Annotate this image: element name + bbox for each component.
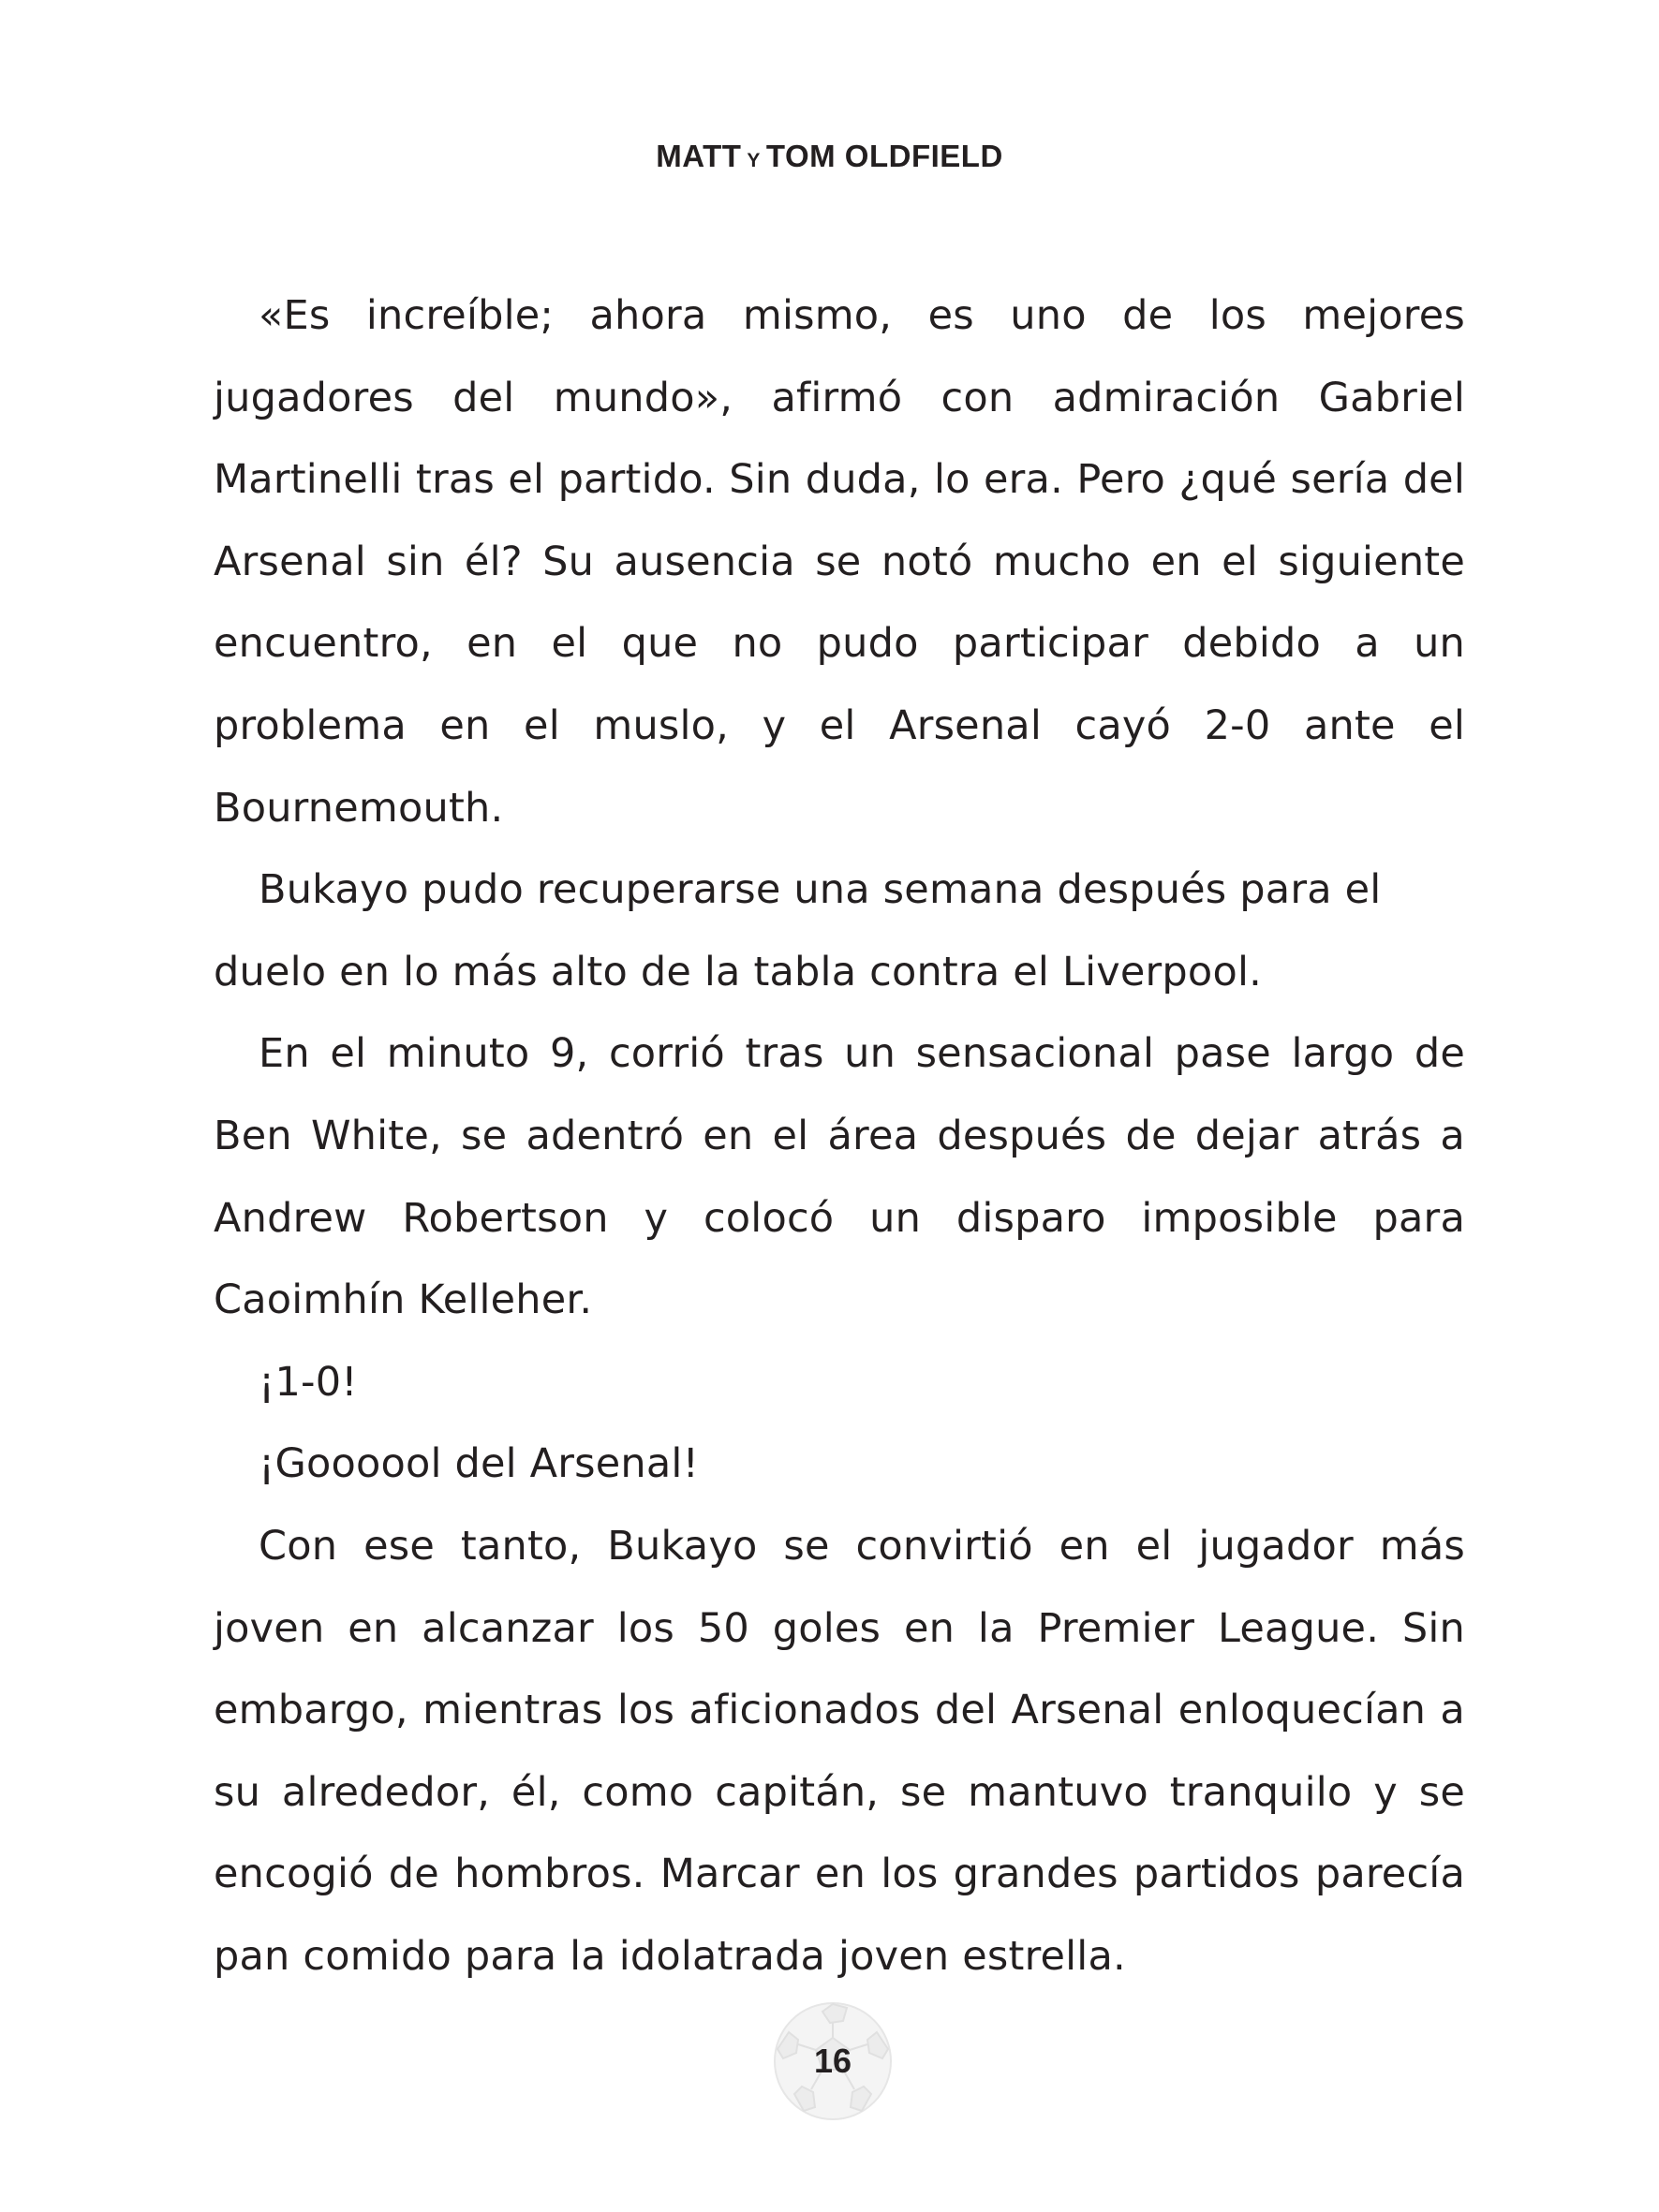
paragraph: Con ese tanto, Bukayo se convirtió en el jugador más joven en alcanzar los 50 goles en la Premier League. Sin embargo, mientras los aficionados del Arsenal enloquecían a su alrededor, él, como capitán, se mantuvo tranquilo y se encogió de hombros. Marcar en los grandes partidos parecía pan comido para la idolatrada joven estrella. [214,1522,1465,1980]
paragraph: «Es increíble; ahora mismo, es uno de los mejores jugadores del mundo», afirmó con admiración Gabriel Martinelli tras el partido. Sin duda, lo era. Pero ¿qué sería del Arsenal sin él? Su ausencia se notó mucho en el siguiente encuentro, en el que no pudo participar debido a un problema en el muslo, y el Arsenal cayó 2-0 ante el Bournemouth. [214,292,1465,832]
paragraph: En el minuto 9, corrió tras un sensacional pase largo de Ben White, se adentró en el área después de dejar atrás a Andrew Robertson y colocó un disparo imposible para Caoimhín Kelleher. [214,1030,1465,1324]
body-text [214,275,1465,1998]
paragraph: ¡Goooool del Arsenal! [259,1440,700,1488]
running-head-author-last: TOM OLDFIELD [765,139,1003,173]
paragraph: ¡1-0! [259,1358,358,1406]
paragraph: Bukayo pudo recuperarse una semana después para el duelo en lo más alto de la tabla contra el Liverpool. [214,866,1382,995]
running-head-separator: Y [747,150,761,171]
page-folio [772,2000,894,2122]
page-number: 16 [813,2042,852,2080]
running-head-author-first: MATT [656,139,742,173]
running-head [0,139,1659,174]
